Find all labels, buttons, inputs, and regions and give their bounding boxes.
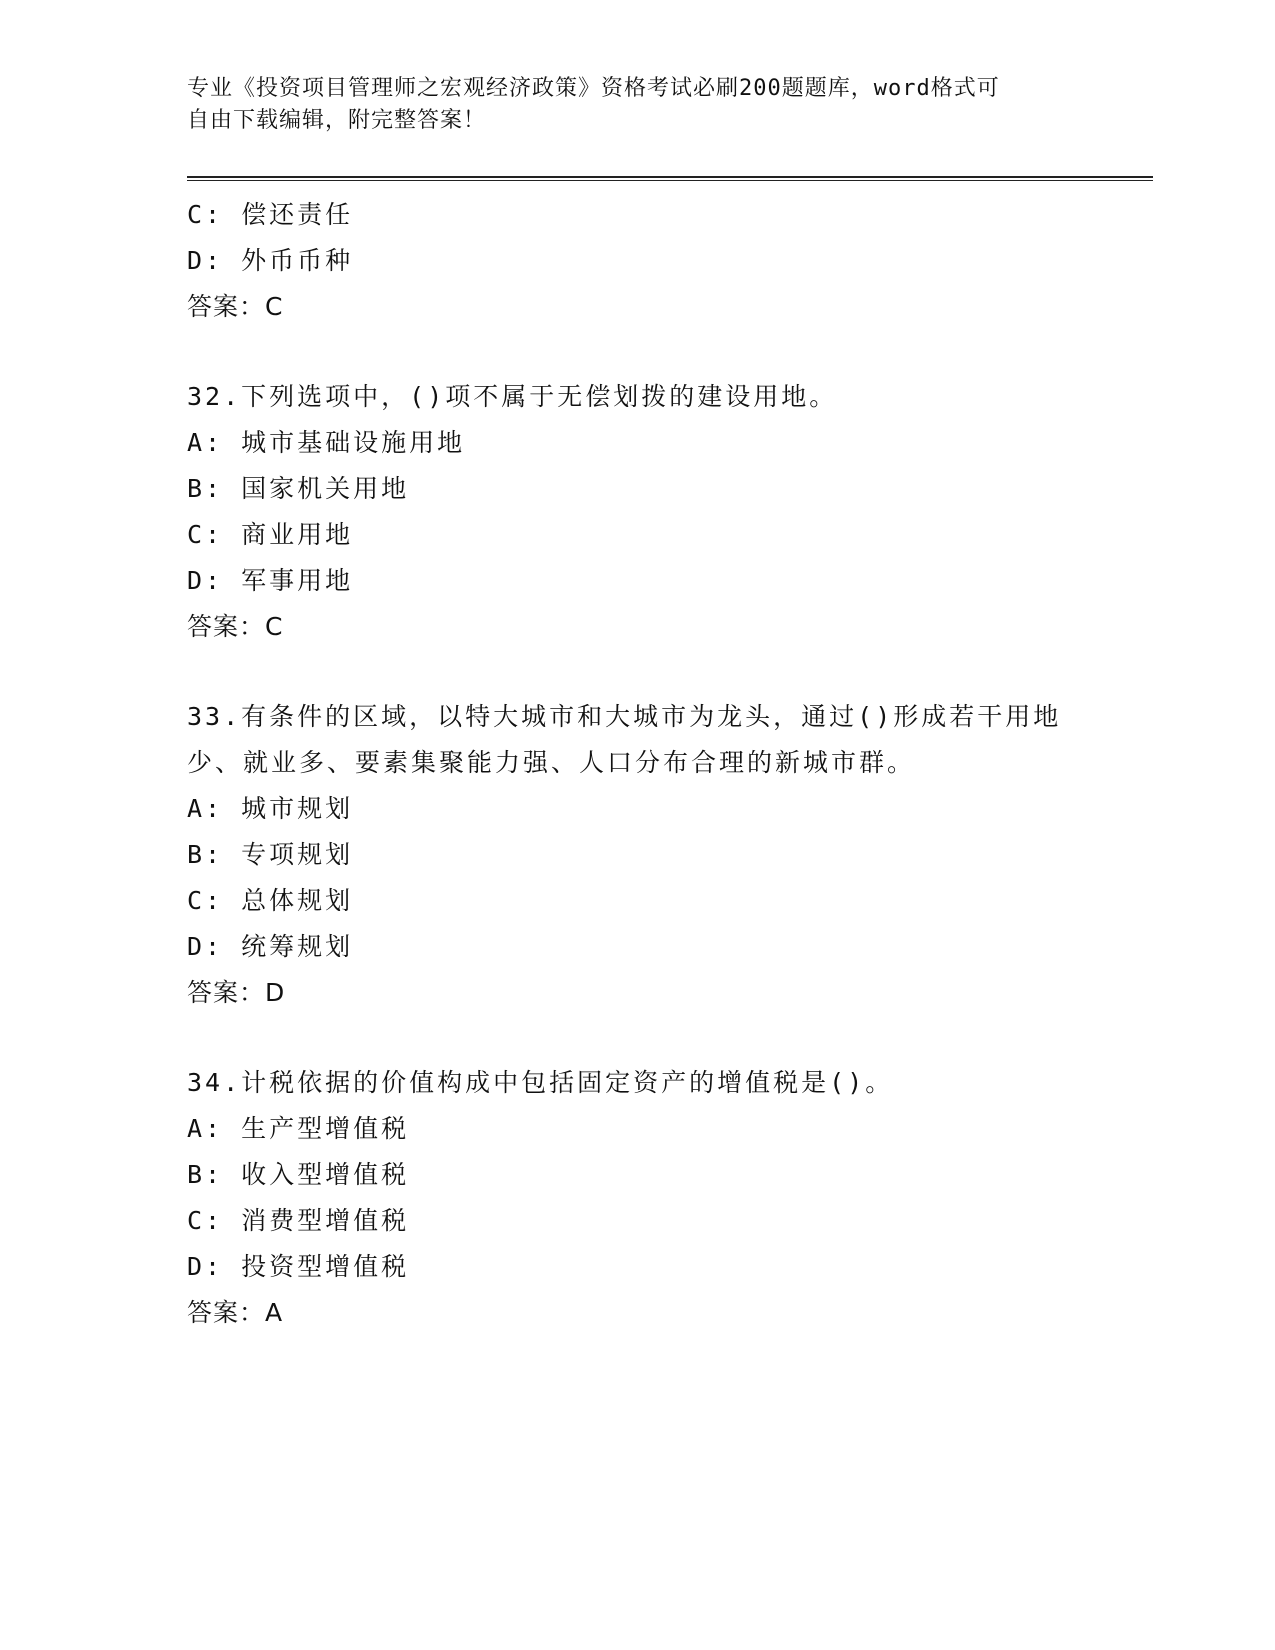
header-divider xyxy=(187,176,1153,181)
option-d: D: 投资型增值税 xyxy=(187,1252,410,1281)
answer-line: 答案：C xyxy=(187,612,284,641)
option-d: D: 统筹规划 xyxy=(187,932,354,961)
header-line-2: 自由下载编辑，附完整答案！ xyxy=(187,108,487,133)
question-stem: 33.有条件的区域，以特大城市和大城市为龙头，通过()形成若干用地 xyxy=(187,702,1062,731)
option-b: B: 专项规划 xyxy=(187,840,354,869)
spacer xyxy=(187,1016,1087,1060)
option-a: A: 生产型增值税 xyxy=(187,1114,410,1143)
question-stem: 34.计税依据的价值构成中包括固定资产的增值税是()。 xyxy=(187,1068,894,1097)
question-stem-continued: 少、就业多、要素集聚能力强、人口分布合理的新城市群。 xyxy=(187,748,916,777)
answer-line: 答案：A xyxy=(187,1298,284,1327)
document-header xyxy=(187,73,1087,137)
answer-line: 答案：C xyxy=(187,292,284,321)
document-body xyxy=(187,192,1087,1336)
continued-question xyxy=(187,192,1087,330)
question-33 xyxy=(187,694,1087,1016)
option-b: B: 国家机关用地 xyxy=(187,474,410,503)
answer-line: 答案：D xyxy=(187,978,286,1007)
header-line-1: 专业《投资项目管理师之宏观经济政策》资格考试必刷200题题库，word格式可 xyxy=(187,76,1000,101)
question-stem: 32.下列选项中，()项不属于无偿划拨的建设用地。 xyxy=(187,382,838,411)
spacer xyxy=(187,330,1087,374)
spacer xyxy=(187,650,1087,694)
option-c: C: 商业用地 xyxy=(187,520,354,549)
option-c: C: 偿还责任 xyxy=(187,200,354,229)
question-32 xyxy=(187,374,1087,650)
option-c: C: 消费型增值税 xyxy=(187,1206,410,1235)
option-a: A: 城市规划 xyxy=(187,794,354,823)
option-d: D: 军事用地 xyxy=(187,566,354,595)
option-b: B: 收入型增值税 xyxy=(187,1160,410,1189)
option-c: C: 总体规划 xyxy=(187,886,354,915)
option-d: D: 外币币种 xyxy=(187,246,354,275)
option-a: A: 城市基础设施用地 xyxy=(187,428,466,457)
question-34 xyxy=(187,1060,1087,1336)
